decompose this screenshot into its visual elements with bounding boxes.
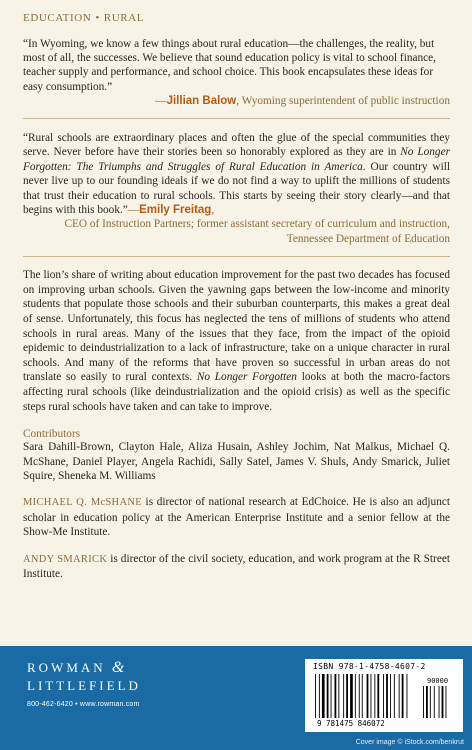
publisher-footer bbox=[0, 646, 472, 750]
author-bio bbox=[23, 552, 450, 582]
subject-rural: RURAL bbox=[103, 12, 145, 24]
subject-education: EDUCATION bbox=[23, 12, 92, 24]
cover-credit: Cover image © iStock.com/benkrut bbox=[355, 739, 464, 746]
isbn-number: ISBN 978-1-4758-4607-2 bbox=[313, 662, 426, 671]
endorsement-quote-2: “Rural schools are extraordinary places and often the glue of the special communities they serve. Never before have their stories been so honorably explored as they are in No Longer Forgotten: The Triumphs and Struggles of Rural Education in America. Our country will never live up to our founding ideals if we do not find a way to uplift the millions of students that trust their education to rural schools. This starts by seeing their story clearly—and that begins with this book.”—Emily Freitag, bbox=[23, 132, 451, 217]
book-title: No Longer Forgotten bbox=[196, 371, 297, 384]
book-description bbox=[23, 268, 450, 414]
description-text-end: looks at both the macro-factors affecting rural schools (like deindustrialization and the opioid crisis) as well as the specific steps rural schools have taken and can take to improve. bbox=[23, 371, 450, 413]
attribution-dash: — bbox=[155, 94, 167, 107]
contributors-heading: Contributors bbox=[23, 428, 81, 441]
back-cover-content bbox=[23, 0, 450, 581]
author-bio bbox=[23, 495, 450, 539]
subject-category bbox=[23, 12, 450, 24]
contributors-list: Sara Dahill-Brown, Clayton Hale, Aliza Husain, Ashley Jochim, Nat Malkus, Michael Q. McShane, Daniel Player, Angela Rachidi, Sally Satel, James V. Shuls, Andy Smarick, Juliet Squire, Sheneka M. Williams bbox=[23, 441, 450, 483]
price-code: 90000 bbox=[427, 677, 449, 685]
publisher-name-line2: LITTLEFIELD bbox=[27, 678, 141, 693]
author-name: MICHAEL Q. McSHANE bbox=[23, 497, 142, 509]
barcode-digits: 9 781475 846072 bbox=[317, 719, 385, 728]
endorser-role: CEO of Instruction Partners; former assistant secretary of curriculum and instruction, Tennessee Department of Education bbox=[64, 218, 450, 245]
barcode-bars-price bbox=[423, 686, 446, 718]
publisher-ampersand: & bbox=[111, 659, 125, 676]
publisher-contact: 800-462-6420 • www.rowman.com bbox=[27, 701, 140, 708]
subject-separator: • bbox=[95, 12, 100, 24]
book-title: No Longer Forgotten: The Triumphs and Struggles of Rural Education in America bbox=[23, 146, 450, 173]
publisher-logo bbox=[27, 659, 141, 708]
author-name: ANDY SMARICK bbox=[23, 553, 108, 565]
author-bio-text: is director of national research at EdChoice. He is also an adjunct scholar in education policy at the American Enterprise Institute and a senior fellow at the Show-Me Institute. bbox=[23, 496, 450, 539]
isbn-barcode bbox=[305, 659, 463, 732]
quote2-text-before: “Rural schools are extraordinary places and often the glue of the special communities they serve. Never before have their stories been so honorably explored as they are in bbox=[23, 132, 450, 159]
endorser-name: Jillian Balow bbox=[166, 94, 237, 107]
barcode-graphic bbox=[313, 674, 455, 728]
author-bio-text: is director of the civil society, education, and work program at the R Street Institute. bbox=[23, 552, 450, 581]
barcode-bars-main bbox=[315, 674, 407, 718]
quote2-text-after: . Our country will never live up to our founding ideals if we do not find a way to uplift the millions of students that trust their education to rural schools. This starts by seeing their story clearly—and that begins with this book.” bbox=[23, 160, 451, 217]
attribution-dash: — bbox=[127, 204, 140, 217]
endorsement-attribution-1 bbox=[23, 94, 450, 108]
description-text: The lion’s share of writing about education improvement for the past two decades has focused on improving urban schools. Given the yawning gaps between the low-income and minority students that populate those schools and their suburban counterparts, this makes a great deal of sense. Unfortunately, this focus has neglected the tens of millions of students who attend schools in rural areas. Many of the issues that they face, from the impact of the opioid epidemic to deindustrialization to a lack of infrastructure, take on a unique character in rural schools. And many of the reforms that have proven so successful in urban areas do not translate so easily to rural contexts. bbox=[23, 269, 450, 384]
publisher-name-line1: ROWMAN bbox=[27, 660, 106, 675]
divider bbox=[23, 256, 450, 257]
endorser-name: Emily Freitag bbox=[139, 204, 212, 217]
divider bbox=[23, 118, 450, 119]
endorser-role: , Wyoming superintendent of public instruction bbox=[236, 94, 450, 107]
endorsement-quote-1: “In Wyoming, we know a few things about rural education—the challenges, the reality, but most of all, the successes. We believe that sound education policy is vital to school finance, teacher supply and performance, and school choice. This book encapsulates these ideas for easy consumption.” bbox=[23, 38, 436, 93]
